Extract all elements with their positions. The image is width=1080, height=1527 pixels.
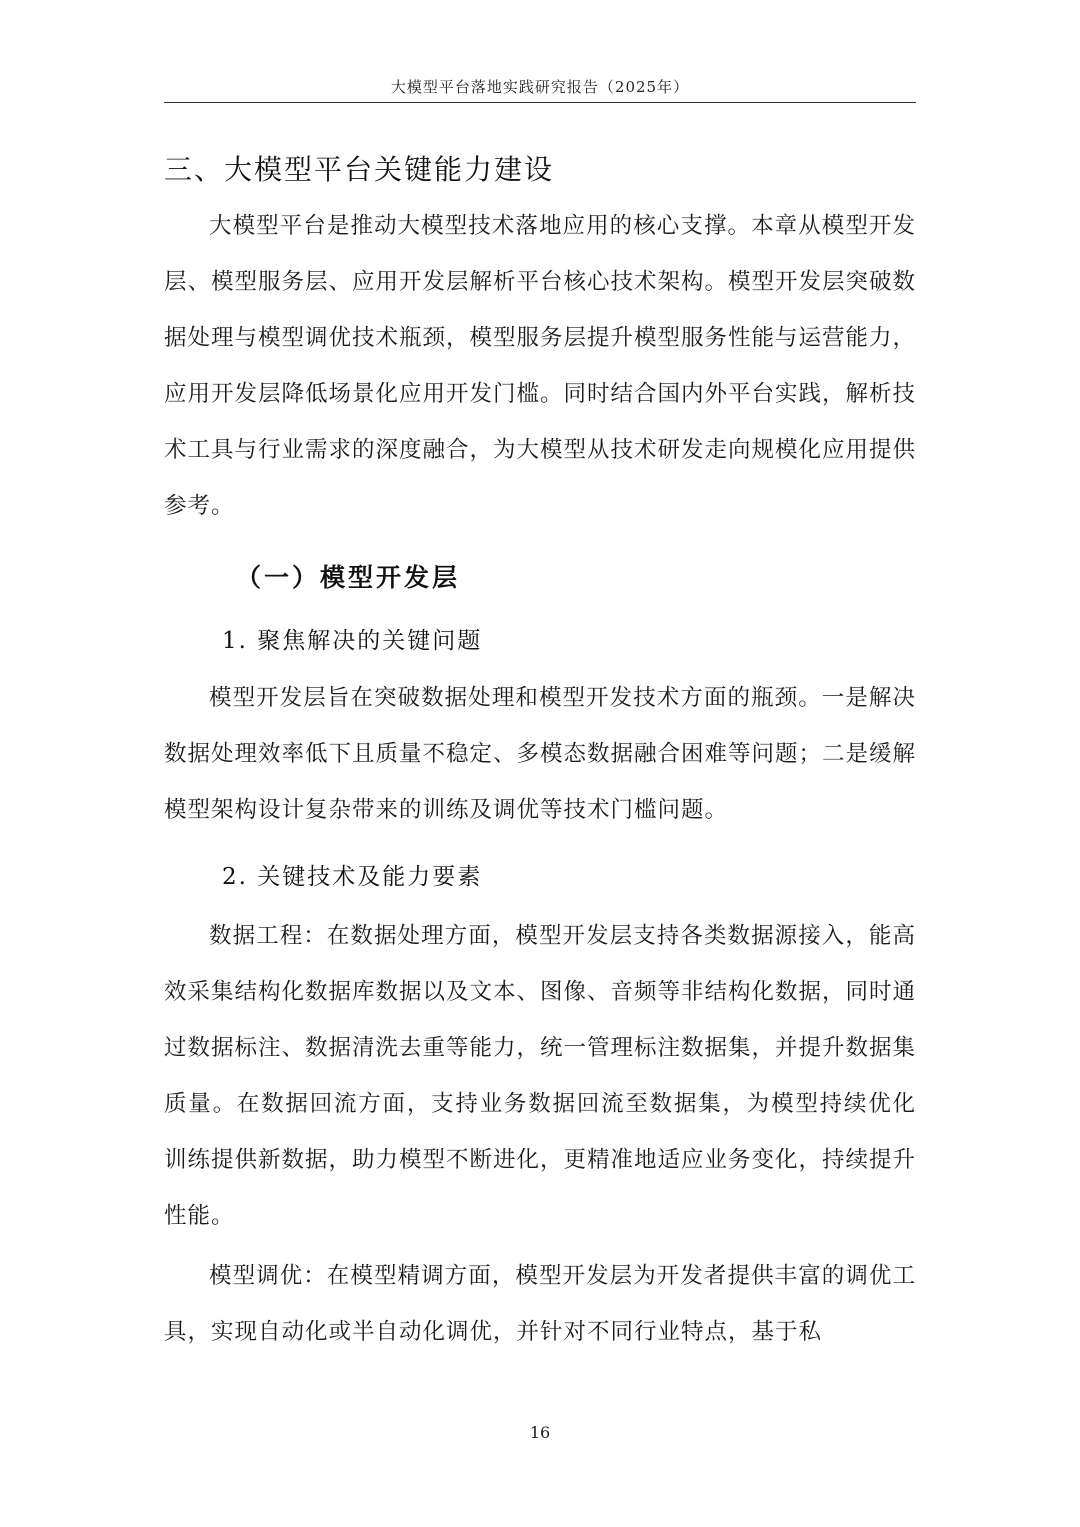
running-header: 大模型平台落地实践研究报告（2025年）	[390, 78, 690, 96]
section-title: 三、大模型平台关键能力建设	[164, 153, 555, 186]
model-tuning-lead: 模型调优：	[209, 1263, 327, 1289]
model-tuning-text: 模型开发层为开发者提供丰富的调优工具，实现自动化或半自动化调优，并针对不同行业特点，基于私	[164, 1263, 916, 1345]
data-reflow-text: 支持业务数据回流至数据集，为模型持续优化训练提供新数据，助力模型不断进化，更精准地适应业务变化，持续提升性能。	[164, 1091, 917, 1229]
fine-tuning-lead: 在模型精调方面，	[326, 1263, 516, 1289]
item1-lead: 模型开发层旨在突破数据处理和模型开发技术方面的瓶颈。	[209, 685, 822, 711]
header-divider	[164, 102, 916, 103]
data-processing-lead: 在数据处理方面，	[326, 923, 516, 949]
data-processing-text: 模型开发层支持各类数据源接入，能高效采集结构化数据库数据以及文本、图像、音频等非结构化数据，同时通过数据标注、数据清洗去重等能力，统一管理标注数据集，并提升数据集质量。	[164, 923, 917, 1117]
item1-paragraph	[164, 670, 916, 838]
subsection-title: （一）模型开发层	[236, 563, 461, 592]
data-reflow-lead: 在数据回流方面，	[236, 1091, 432, 1117]
intro-paragraph: 大模型平台是推动大模型技术落地应用的核心支撑。本章从模型开发层、模型服务层、应用开发层解析平台核心技术架构。模型开发层突破数据处理与模型调优技术瓶颈，模型服务层提升模型服务性能与运营能力，应用开发层降低场景化应用开发门槛。同时结合国内外平台实践，解析技术工具与行业需求的深度融合，为大模型从技术研发走向规模化应用提供参考。	[164, 213, 917, 519]
item1-text: 一是解决数据处理效率低下且质量不稳定、多模态数据融合困难等问题；二是缓解模型架构设计复杂带来的训练及调优等技术门槛问题。	[164, 685, 917, 823]
data-engineering-lead: 数据工程：	[209, 923, 327, 949]
item2-title: 2. 关键技术及能力要素	[222, 864, 483, 890]
item1-title: 1. 聚焦解决的关键问题	[222, 628, 483, 654]
data-engineering-paragraph	[164, 908, 916, 1244]
page-number: 16	[529, 1423, 551, 1442]
model-tuning-paragraph	[164, 1248, 916, 1360]
